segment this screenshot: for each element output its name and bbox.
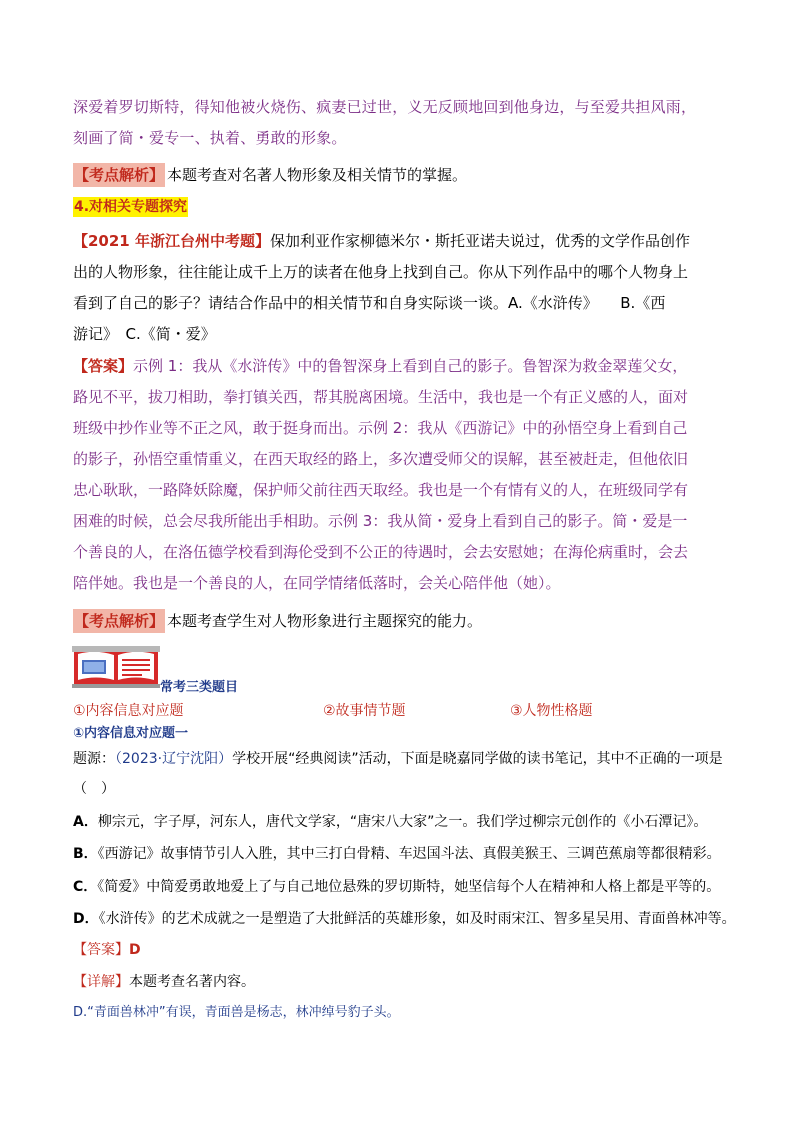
type-3: ③人物性格题 xyxy=(510,703,593,719)
answer-blank: （ ） xyxy=(73,781,115,797)
option-text: 《简爱》中简爱勇敢地爱上了与自己地位悬殊的罗切斯特，她坚信每个人在精神和人格上都是平等的。 xyxy=(97,879,721,895)
analysis-text: 本题考查对名著人物形象及相关情节的掌握。 xyxy=(167,166,468,184)
option-text: 《水浒传》的艺术成就之一是塑造了大批鲜活的英雄形象，如及时雨宋江、智多星吴用、青面兽林冲等。 xyxy=(98,911,736,927)
analysis-2 xyxy=(73,609,733,633)
option-text: 柳宗元，字子厚，河东人，唐代文学家，“唐宋八大家”之一。我们学过柳宗元创作的《小石潭记》。 xyxy=(97,814,708,830)
analysis-text: 本题考查学生对人物形象进行主题探究的能力。 xyxy=(167,612,483,630)
source-prefix: 题源： xyxy=(73,751,115,767)
open-book-icon xyxy=(72,646,160,688)
option-label: B． xyxy=(73,846,98,862)
question-line-4: 游记》 C.《简・爱》 xyxy=(73,325,216,343)
answer-line-2: 路见不平，拔刀相助，拳打镇关西，帮其脱离困境。生活中，我也是一个有正义感的人，面对 xyxy=(73,388,689,406)
stem-text: 学校开展“经典阅读”活动，下面是晓嘉同学做的读书笔记，其中不正确的一项是 xyxy=(232,751,723,767)
type-1: ①内容信息对应题 xyxy=(73,703,184,719)
answer-value: D xyxy=(129,942,141,958)
question-types xyxy=(73,700,733,722)
common-types-title: 常考三类题目 xyxy=(160,680,239,695)
answer-line-8: 陪伴她。我也是一个善良的人，在同学情绪低落时，会关心陪伴他（她）。 xyxy=(73,574,561,592)
answer-line-1: 示例 1：我从《水浒传》中的鲁智深身上看到自己的影子。鲁智深为救金翠莲父女， xyxy=(133,357,688,375)
option-b xyxy=(73,843,743,865)
analysis-1 xyxy=(73,163,733,187)
question-line-1: 保加利亚作家柳德米尔・斯托亚诺夫说过，优秀的文学作品创作 xyxy=(269,232,690,250)
question-line-3: 看到了自己的影子？请结合作品中的相关情节和自身实际谈一谈。A.《水浒传》 B.《西 xyxy=(73,294,666,312)
explanation: D.“青面兽林冲”有误，青面兽是杨志，林冲绰号豹子头。 xyxy=(73,1005,400,1020)
question-line-2: 出的人物形象，往往能让成千上万的读者在他身上找到自己。你从下列作品中的哪个人物身上 xyxy=(73,263,689,281)
intro-line-1: 深爱着罗切斯特，得知他被火烧伤、疯妻已过世，义无反顾地回到他身边，与至爱共担风雨， xyxy=(73,98,697,116)
answer-label: 【答案】 xyxy=(73,942,129,958)
practice-stem xyxy=(73,747,733,771)
answer-tag: 【答案】 xyxy=(73,357,134,375)
question-paragraph xyxy=(73,226,733,350)
type-2: ②故事情节题 xyxy=(323,703,406,719)
answer-line-4: 的影子，孙悟空重情重义，在西天取经的路上，多次遭受师父的误解，甚至被赶走，但他依旧 xyxy=(73,450,689,468)
answer-paragraph xyxy=(73,351,733,599)
detail-text: 本题考查名著内容。 xyxy=(129,974,255,990)
option-d xyxy=(73,908,743,930)
option-label: C． xyxy=(73,879,98,895)
section-heading: 4.对相关专题探究 xyxy=(74,199,188,215)
intro-line-2: 刻画了简・爱专一、执着、勇敢的形象。 xyxy=(73,129,347,147)
sub-heading: ①内容信息对应题一 xyxy=(73,726,189,741)
option-text: 《西游记》故事情节引人入胜，其中三打白骨精、车迟国斗法、真假美猴王、三调芭蕉扇等都很精彩。 xyxy=(97,846,721,862)
question-source: 【2021 年浙江台州中考题】 xyxy=(73,232,270,250)
answer-line-5: 忠心耿耿，一路降妖除魔，保护师父前往西天取经。我也是一个有情有义的人，在班级同学有 xyxy=(73,481,689,499)
option-a xyxy=(73,811,743,833)
practice-detail xyxy=(73,971,255,993)
answer-line-6: 困难的时候，总会尽我所能出手相助。示例 3：我从简・爱身上看到自己的影子。简・爱是一 xyxy=(73,512,688,530)
practice-answer xyxy=(73,939,141,961)
option-c xyxy=(73,876,743,898)
intro-paragraph xyxy=(73,92,733,154)
source-label: （2023·辽宁沈阳） xyxy=(115,751,233,767)
answer-line-7: 个善良的人，在洛伍德学校看到海伦受到不公正的待遇时，会去安慰她；在海伦病重时，会去 xyxy=(73,543,689,561)
option-label: A． xyxy=(73,814,98,830)
option-label: D． xyxy=(73,911,99,927)
detail-label: 【详解】 xyxy=(73,974,129,990)
analysis-tag: 【考点解析】 xyxy=(73,609,165,633)
answer-line-3: 班级中抄作业等不正之风，敢于挺身而出。示例 2：我从《西游记》中的孙悟空身上看到自己 xyxy=(73,419,688,437)
analysis-tag: 【考点解析】 xyxy=(73,163,165,187)
